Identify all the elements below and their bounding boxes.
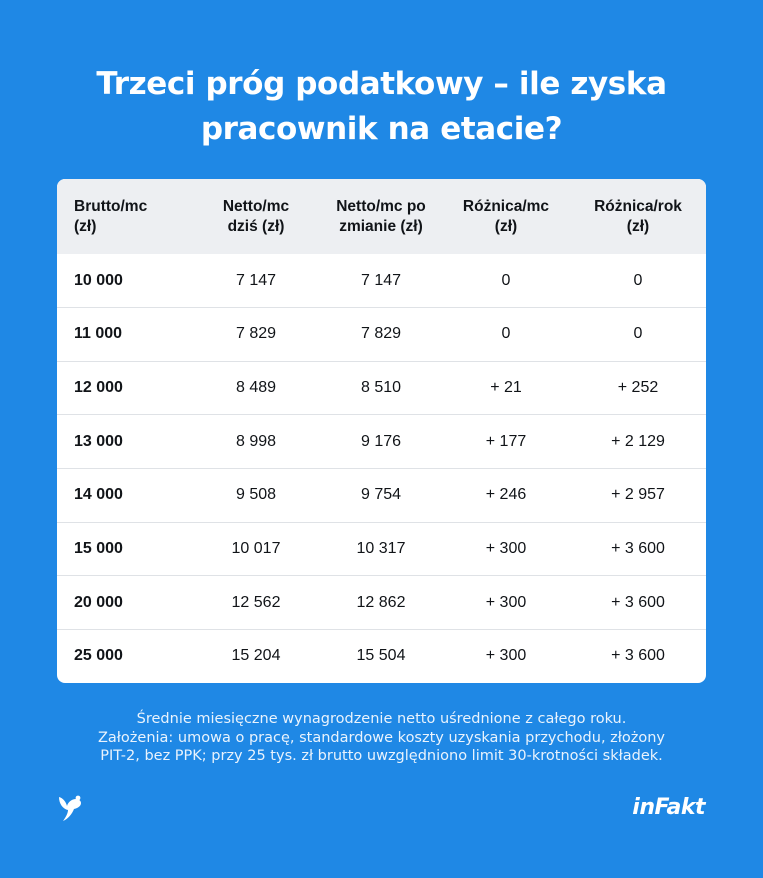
cell-diff-year: 0 [633, 271, 643, 289]
footnote [0, 710, 763, 766]
cell-diff-month: 0 [501, 325, 511, 343]
cell-brutto: 13 000 [74, 432, 123, 450]
table-row [57, 629, 706, 683]
table-row [57, 522, 706, 576]
cell-brutto: 20 000 [74, 593, 123, 611]
cell-diff-year: + 3 600 [611, 539, 665, 557]
title-line-2: pracownik na etacie? [200, 111, 563, 147]
cell-diff-month: + 177 [485, 432, 527, 450]
cell-brutto: 14 000 [74, 486, 123, 504]
table-row [57, 469, 706, 523]
cell-netto-today: 7 147 [235, 271, 277, 289]
table-row [57, 254, 706, 308]
table-row [57, 308, 706, 362]
table-body [57, 254, 706, 683]
cell-netto-after: 12 862 [356, 593, 406, 611]
salary-table-card [57, 179, 706, 683]
cell-netto-after: 9 754 [360, 486, 402, 504]
bird-icon [57, 794, 83, 822]
cell-netto-after: 7 147 [360, 271, 402, 289]
cell-netto-today: 10 017 [231, 539, 281, 557]
cell-netto-today: 8 998 [235, 432, 277, 450]
page-title [0, 62, 763, 152]
title-line-1: Trzeci próg podatkowy – ile zyska [96, 66, 667, 102]
header-brutto: Brutto/mc (zł) [74, 197, 148, 235]
header-netto-after: Netto/mc po zmianie (zł) [336, 197, 426, 235]
salary-table [57, 179, 706, 683]
cell-diff-month: 0 [501, 271, 511, 289]
cell-netto-after: 15 504 [356, 647, 406, 665]
cell-diff-year: + 2 957 [611, 486, 665, 504]
cell-diff-month: + 21 [490, 379, 522, 397]
cell-diff-year: + 252 [617, 379, 659, 397]
cell-diff-year: + 3 600 [611, 593, 665, 611]
header-diff-year: Różnica/rok (zł) [594, 197, 682, 235]
cell-diff-year: + 2 129 [611, 432, 665, 450]
table-row [57, 361, 706, 415]
cell-netto-after: 9 176 [360, 432, 402, 450]
cell-netto-today: 15 204 [231, 647, 281, 665]
header-diff-month: Różnica/mc (zł) [462, 197, 550, 235]
footnote-line-2: Założenia: umowa o pracę, standardowe koszty uzyskania przychodu, złożony [97, 729, 666, 746]
cell-netto-today: 7 829 [235, 325, 277, 343]
cell-netto-after: 8 510 [360, 379, 402, 397]
cell-diff-month: + 300 [485, 593, 527, 611]
cell-netto-today: 9 508 [235, 486, 277, 504]
table-header-row [57, 179, 706, 254]
table-row [57, 576, 706, 630]
footnote-line-3: PIT-2, bez PPK; przy 25 tys. zł brutto uwzględniono limit 30-krotności składek. [100, 748, 663, 764]
cell-diff-month: + 300 [485, 647, 527, 665]
cell-netto-today: 8 489 [235, 379, 277, 397]
cell-netto-after: 10 317 [356, 539, 406, 557]
table-row [57, 415, 706, 469]
cell-netto-after: 7 829 [360, 325, 402, 343]
cell-brutto: 15 000 [74, 539, 123, 557]
cell-netto-today: 12 562 [231, 593, 281, 611]
infakt-logo: inFakt [632, 795, 705, 820]
header-netto-today: Netto/mc dziś (zł) [222, 197, 290, 235]
cell-diff-month: + 300 [485, 539, 527, 557]
footnote-line-1: Średnie miesięczne wynagrodzenie netto uśrednione z całego roku. [136, 711, 627, 727]
cell-brutto: 11 000 [74, 325, 123, 343]
cell-brutto: 12 000 [74, 379, 123, 397]
cell-brutto: 25 000 [74, 647, 123, 665]
cell-brutto: 10 000 [74, 271, 123, 289]
cell-diff-year: 0 [633, 325, 643, 343]
cell-diff-month: + 246 [485, 486, 527, 504]
cell-diff-year: + 3 600 [611, 647, 665, 665]
